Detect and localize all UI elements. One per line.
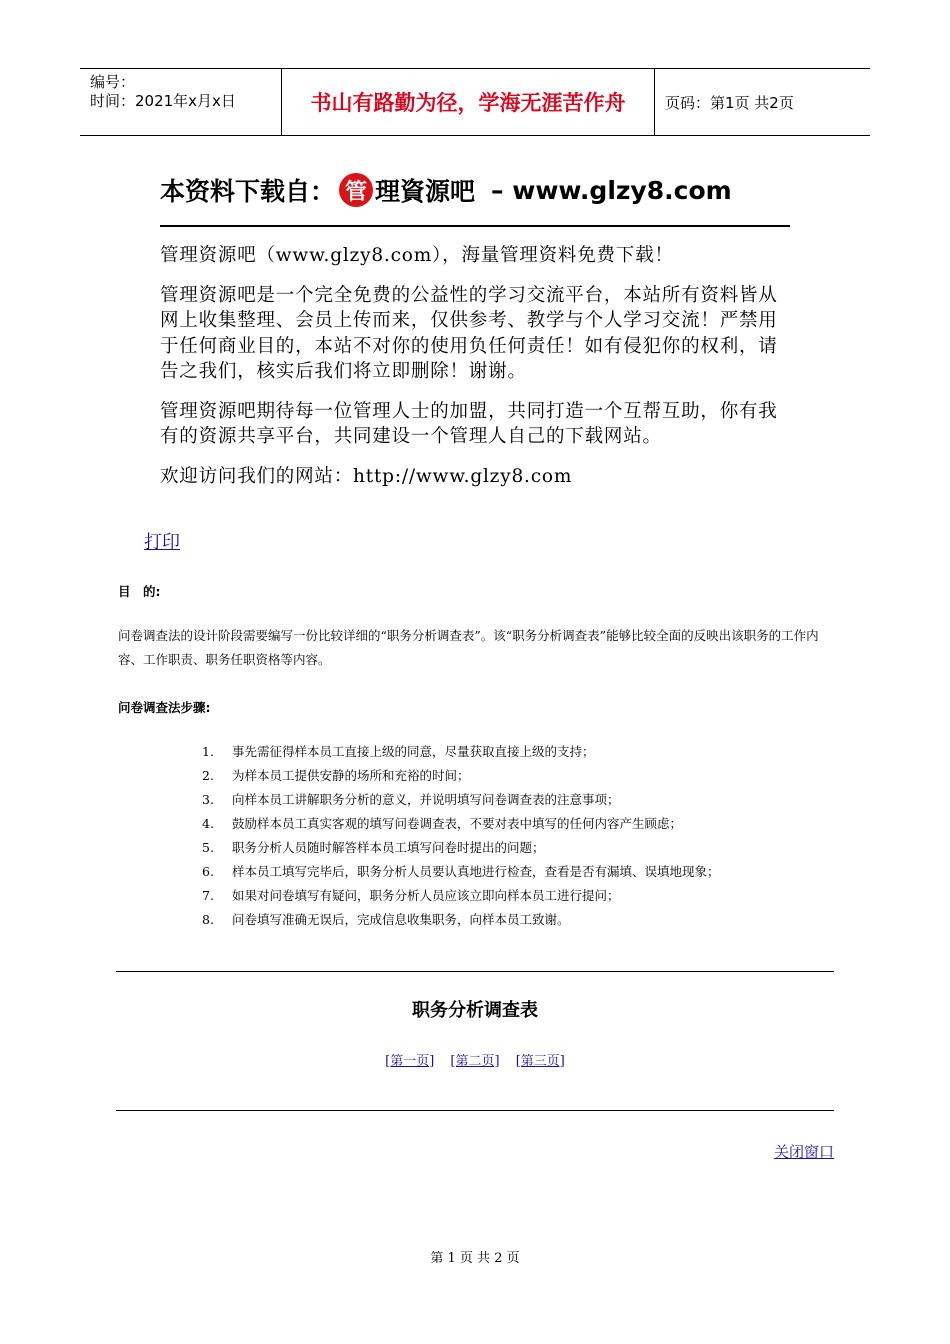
banner-text xyxy=(160,243,790,503)
page-navigation xyxy=(0,1050,950,1069)
list-item: 7. 如果对问卷填写有疑问，职务分析人员应该立即向样本员工进行提问； xyxy=(202,888,620,903)
purpose-text: 问卷调查法的设计阶段需要编写一份比较详细的“职务分析调查表”。该“职务分析调查表”能够比较全面的反映出该职务的工作内容、工作职责、职务任职资格等内容。 xyxy=(118,628,819,667)
section-divider xyxy=(116,1110,834,1111)
banner-title xyxy=(160,165,790,215)
header-meta xyxy=(80,69,282,135)
banner-title-prefix: 本资料下载自： xyxy=(160,177,336,206)
number-label: 编号： xyxy=(90,73,136,91)
list-item: 2. 为样本员工提供安静的场所和充裕的时间； xyxy=(202,768,470,783)
header-motto: 书山有路勤为径，学海无涯苦作舟 xyxy=(282,69,655,135)
page-link-2[interactable]: [第二页] xyxy=(450,1054,500,1069)
banner-url: – www.glzy8.com xyxy=(491,175,732,205)
header-page-info: 页码：第1页 共2页 xyxy=(665,93,794,112)
page-link-3[interactable]: [第三页] xyxy=(515,1054,565,1069)
page-link-1[interactable]: [第一页] xyxy=(385,1054,435,1069)
page-footer: 第 1 页 共 2 页 xyxy=(430,1251,520,1266)
purpose-heading: 目 的: xyxy=(118,584,161,599)
banner-line: 管理资源吧是一个完全免费的公益性的学习交流平台，本站所有资料皆从网上收集整理、会员上传而来，仅供参考、教学与个人学习交流！严禁用于任何商业目的，本站不对你的使用负任何责任！如有侵犯你的权利，请告之我们，核实后我们将立即删除！谢谢。 xyxy=(160,284,778,382)
time-label: 时间：2021年x月x日 xyxy=(90,92,236,110)
list-item: 6. 样本员工填写完毕后，职务分析人员要认真地进行检查，查看是否有漏填、误填地现象； xyxy=(202,864,720,879)
document-header xyxy=(80,68,870,136)
steps-heading: 问卷调查法步骤: xyxy=(118,700,211,715)
list-item: 5. 职务分析人员随时解答样本员工填写问卷时提出的问题； xyxy=(202,840,545,855)
list-item: 4. 鼓励样本员工真实客观的填写问卷调查表，不要对表中填写的任何内容产生顾虑； xyxy=(202,816,683,831)
banner-line: 管理资源吧（www.glzy8.com），海量管理资料免费下载！ xyxy=(160,245,674,266)
close-window-link[interactable]: 关闭窗口 xyxy=(773,1143,834,1161)
section-divider xyxy=(116,971,834,972)
form-title: 职务分析调查表 xyxy=(412,1000,538,1021)
banner-site-name: 理資源吧 xyxy=(375,177,476,206)
print-link[interactable]: 打印 xyxy=(144,532,180,553)
steps-list xyxy=(202,740,842,932)
list-item: 1. 事先需征得样本员工直接上级的同意，尽量获取直接上级的支持； xyxy=(202,744,595,759)
list-item: 3. 向样本员工讲解职务分析的意义，并说明填写问卷调查表的注意事项； xyxy=(202,792,620,807)
download-banner xyxy=(160,165,790,487)
list-item: 8. 问卷填写准确无误后，完成信息收集职务，向样本员工致谢。 xyxy=(202,912,570,927)
banner-line: 欢迎访问我们的网站：http://www.glzy8.com xyxy=(160,465,573,487)
banner-line: 管理资源吧期待每一位管理人士的加盟，共同打造一个互帮互助，你有我有的资源共享平台，共同建设一个管理人自己的下载网站。 xyxy=(160,400,778,447)
banner-divider xyxy=(160,225,790,227)
site-logo-icon: 管 xyxy=(339,173,373,207)
